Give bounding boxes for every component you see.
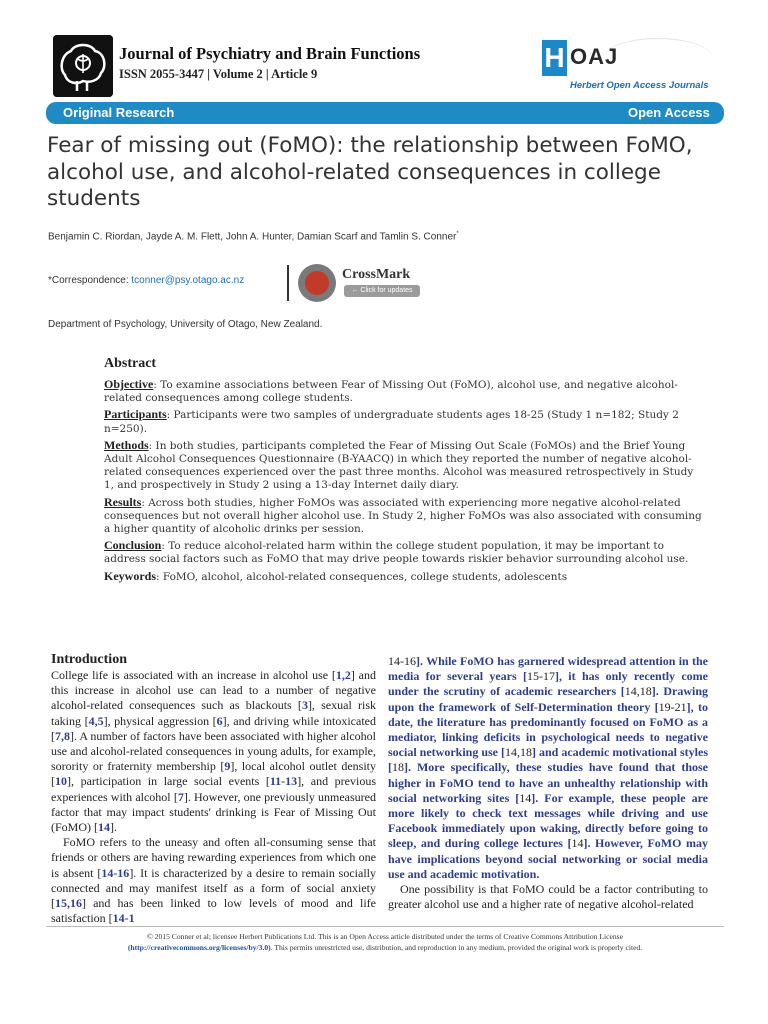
citation-ref[interactable]: ]. For example, these people are more likely to check text messages while driving and use Facebook immediately upon waking, directly before going to sleep, and during college lectures [ — [388, 790, 709, 851]
body-text: 14 — [571, 836, 584, 851]
body-text: 19-21 — [658, 699, 687, 714]
abstract-results — [104, 496, 704, 537]
correspondence-label: *Correspondence: — [48, 275, 132, 286]
citation-ref[interactable]: 14-16 — [101, 865, 130, 880]
body-text: ], participation in large social events [ — [67, 774, 270, 789]
citation-ref[interactable]: ], to date, the literature has predominantly focused on FoMO as a mediator, linking deficits in psychological needs to negative social networking use [ — [388, 699, 708, 760]
body-text: 14-16 — [388, 654, 416, 668]
methods-label: Methods — [104, 437, 149, 452]
body-text: 14 — [519, 790, 532, 805]
results-label: Results — [104, 494, 142, 509]
body-text: ], and driving while intoxicated [ — [51, 713, 376, 743]
abstract-objective — [104, 378, 704, 405]
body-text: ], and previous experiences with alcohol [ — [51, 774, 376, 804]
body-text: ]. A number of factors have been associated with higher alcohol use and alcohol-related consequences in young adults, for example, sorority or fraternity membership [ — [51, 728, 376, 774]
body-text: College life is associated with an increase in alcohol use [ — [51, 668, 336, 682]
abstract-conclusion — [104, 539, 704, 566]
body-text: ]. However, one previously unmeasured factor that may impact students' drinking is Fear of Missing Out (FoMO) [ — [51, 789, 377, 835]
journal-title: Journal of Psychiatry and Brain Functions — [119, 44, 421, 63]
abstract-participants — [104, 408, 704, 435]
participants-text: : Participants were two samples of undergraduate students ages 18-25 (Study 1 n=182; Study 2 n=250). — [104, 409, 679, 435]
body-text: ], local alcohol outlet density [ — [51, 759, 376, 789]
objective-text: : To examine associations between Fear of Missing Out (FoMO), alcohol use, and negative alcohol-related consequences among college students. — [104, 379, 678, 405]
objective-label: Objective — [104, 377, 154, 391]
body-column-left — [51, 652, 376, 926]
citation-ref[interactable]: 7,8 — [55, 728, 70, 743]
keywords-label: Keywords — [104, 568, 156, 583]
body-text: FoMO refers to the uneasy and often all-consuming sense that friends or others are having rewarding experiences from which one is absent [ — [51, 835, 376, 880]
article-type-label: Original Research — [63, 105, 175, 120]
body-text: ] and this increase in alcohol use can lead to a number of negative alcohol-related consequences such as blackouts [ — [51, 668, 376, 713]
body-text: 15-17 — [527, 669, 555, 684]
journal-logo — [53, 35, 113, 97]
intro-paragraph-2-cont — [388, 654, 708, 882]
author-names: Benjamin C. Riordan, Jayde A. M. Flett, John A. Hunter, Damian Scarf and Tamlin S. Conner — [48, 231, 457, 243]
citation-ref[interactable]: ]. While FoMO has garnered widespread attention in the media for several years [ — [388, 654, 708, 684]
affiliation: Department of Psychology, University of Otago, New Zealand. — [48, 319, 323, 330]
citation-ref[interactable]: 10 — [55, 774, 67, 789]
citation-ref[interactable]: ]. Drawing upon the framework of Self-Determination theory [ — [388, 684, 708, 714]
body-text: ] and has been linked to low levels of mood and life satisfaction [ — [51, 896, 376, 926]
results-text: : Across both studies, higher FoMOs was associated with experiencing more negative alcohol-related consequences but not overall higher alcohol use. In Study 2, higher FoMOs was also associated with consuming a higher quantity of alcoholic drinks per session. — [104, 496, 702, 536]
correspondence — [48, 275, 244, 286]
citation-ref[interactable]: ], it has only recently come under the scrutiny of academic researchers [ — [388, 669, 708, 699]
correspondence-email-link[interactable]: tconner@psy.otago.ac.nz — [131, 275, 245, 286]
crossmark-title[interactable]: CrossMark — [342, 267, 411, 282]
methods-text: : In both studies, participants completed the Fear of Missing Out Scale (FoMOs) and the Brief Young Adult Alcohol Consequences Questionnaire (B-YAACQ) in which they reported the number of negative alcohol-related consequences experienced over the past three months. Alcohol was measured retrospectively in Study 1, and prospectively in Study 2 using a 13-day Internet daily diary. — [104, 439, 694, 492]
brain-logo-icon — [53, 35, 113, 97]
citation-ref[interactable]: ] and academic motivational styles [ — [388, 745, 708, 775]
open-access-label: Open Access — [628, 105, 710, 120]
abstract-keywords — [104, 570, 704, 584]
abstract-body — [104, 378, 704, 587]
crossmark-icon-inner — [305, 271, 329, 295]
divider — [287, 265, 289, 301]
citation-ref[interactable]: 4,5 — [88, 713, 104, 728]
author-mark: * — [456, 231, 459, 237]
publisher-logo-letter: H — [542, 40, 567, 76]
citation-ref[interactable]: 15,16 — [55, 896, 82, 911]
citation-ref[interactable]: 6 — [216, 713, 223, 728]
citation-ref[interactable]: 11-13 — [269, 774, 298, 789]
citation-ref[interactable]: 14-1 — [112, 911, 135, 926]
citation-ref[interactable]: 14 — [98, 820, 110, 835]
license-link[interactable]: (http://creativecommons.org/licenses/by/3.0) — [127, 942, 271, 952]
abstract-heading: Abstract — [104, 356, 157, 371]
intro-paragraph-3: One possibility is that FoMO could be a factor contributing to greater alcohol use and a higher rate of negative alcohol-related — [388, 882, 708, 912]
body-column-right — [388, 654, 708, 912]
citation-ref[interactable]: 7 — [177, 789, 184, 804]
publisher-logo-arc — [603, 38, 713, 79]
journal-issn-volume: ISSN 2055-3447 | Volume 2 | Article 9 — [119, 67, 318, 81]
citation-ref[interactable]: ]. However, FoMO may have implications beyond social networking or social media use and academic motivation. — [388, 836, 708, 881]
body-text: ]. It is characterized by a desire to remain socially connected and may manifest itself as a form of social anxiety [ — [51, 865, 376, 911]
publisher-logo-text: OAJ — [570, 44, 619, 69]
publisher-tagline: Herbert Open Access Journals — [570, 80, 709, 91]
article-title: Fear of missing out (FoMO): the relationship between FoMO, alcohol use, and alcohol-related consequences in college students — [47, 133, 693, 211]
conclusion-text: : To reduce alcohol-related harm within the college student population, it may be important to address social factors such as FoMO that may drive people towards riskier behavior surrounding alcohol use. — [104, 540, 689, 566]
introduction-heading: Introduction — [51, 652, 127, 667]
conclusion-label: Conclusion — [104, 538, 162, 553]
body-text: ]. — [110, 820, 117, 835]
license-line-2: . This permits unrestricted use, distribution, and reproduction in any medium, provided the original work is properly cited. — [270, 942, 643, 952]
crossmark-updates-button[interactable]: ← Click for updates — [344, 285, 420, 297]
citation-ref[interactable]: ]. More specifically, these studies have found that those higher in FoMO tend to have an unhealthy relationship with social networking sites [ — [388, 760, 708, 805]
body-text: ], physical aggression [ — [103, 713, 217, 728]
citation-ref[interactable]: 9 — [224, 759, 231, 774]
intro-paragraph-2 — [51, 835, 376, 926]
citation-ref[interactable]: 3 — [301, 698, 308, 713]
abstract-methods — [104, 439, 704, 493]
body-text: 14,18 — [624, 684, 652, 699]
intro-paragraph-1 — [51, 668, 376, 835]
citation-ref[interactable]: 1,2 — [335, 668, 351, 682]
body-text: 18 — [392, 760, 404, 775]
license-line-1: © 2015 Conner et al; licensee Herbert Publications Ltd. This is an Open Access article distributed under the terms of Creative Commons Attribution License — [147, 932, 623, 941]
author-list — [48, 231, 459, 242]
participants-label: Participants — [104, 407, 167, 422]
body-text: 14,18 — [505, 745, 532, 760]
body-text: ], sexual risk taking [ — [51, 698, 376, 728]
footer-rule — [46, 926, 724, 927]
license-footer — [46, 932, 724, 953]
keywords-text: : FoMO, alcohol, alcohol-related consequences, college students, adolescents — [156, 570, 568, 583]
